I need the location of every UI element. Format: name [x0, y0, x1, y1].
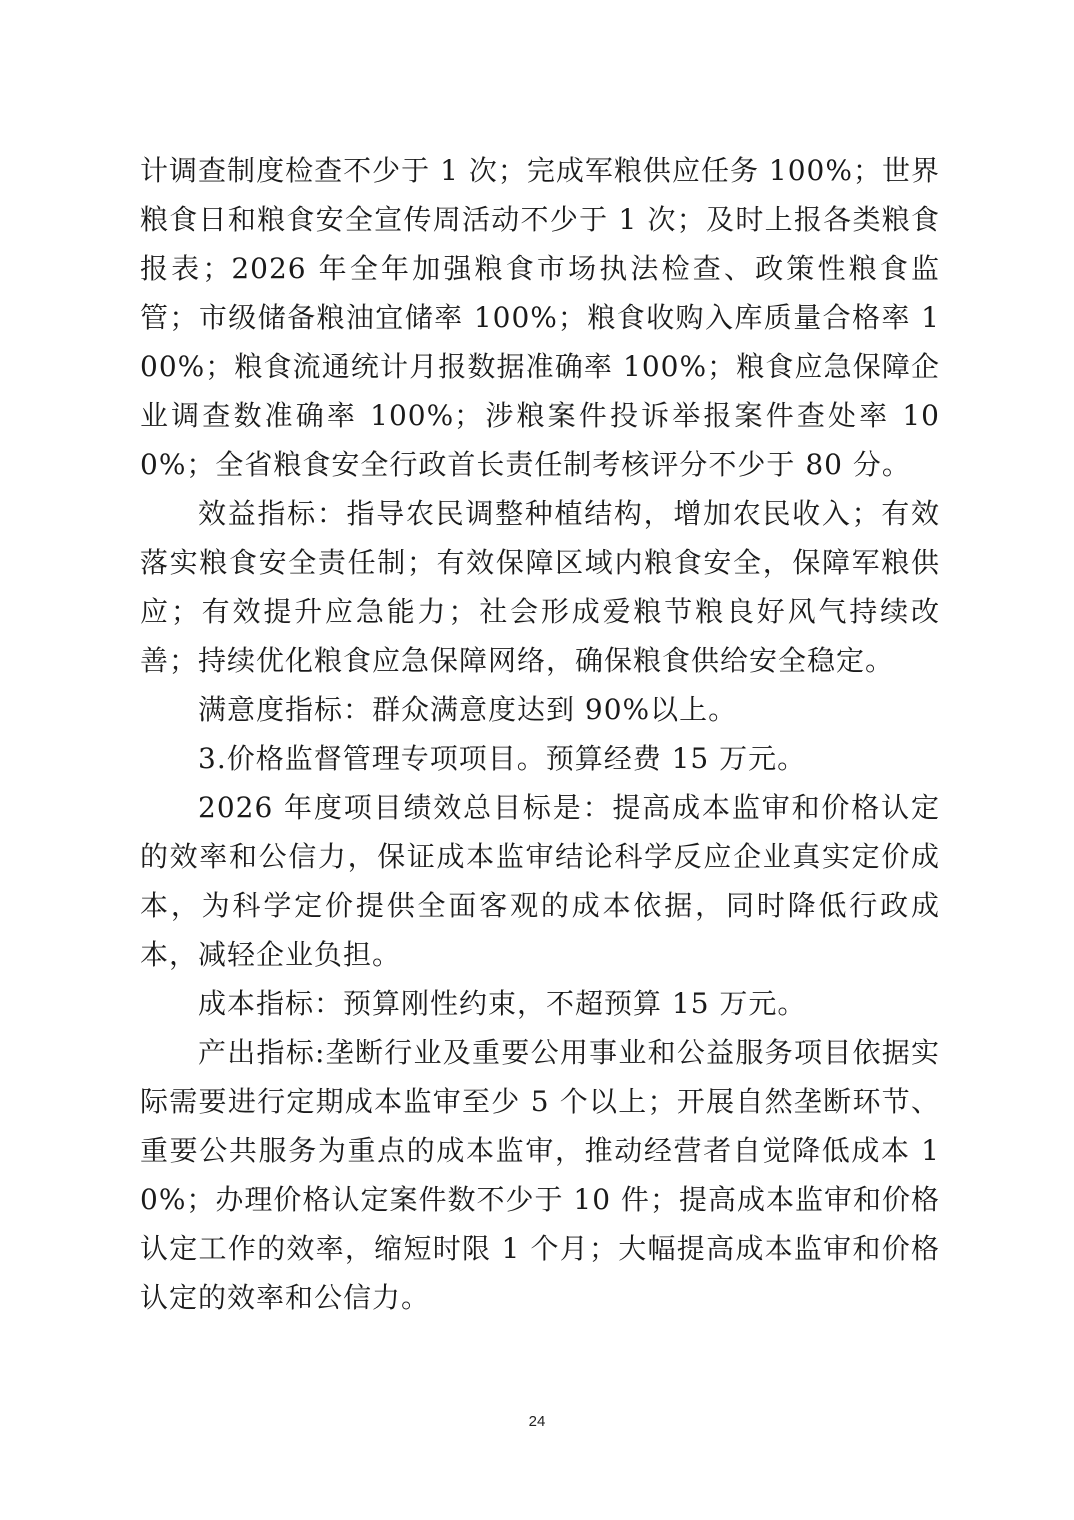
body-text: [140, 146, 940, 1322]
paragraph-section-heading: 3.价格监督管理专项项目。预算经费 15 万元。: [198, 742, 807, 775]
paragraph-continued-indicators: 计调查制度检查不少于 1 次；完成军粮供应任务 100%；世界粮食日和粮食安全宣传周活动不少于 1 次；及时上报各类粮食报表；2026 年全年加强粮食市场执法检查、政策性粮食监管；市级储备粮油宜储率 100%；粮食收购入库质量合格率 100%；粮食流通统计月报数据准确率 100%；粮食应急保障企业调查数准确率 100%；涉粮案件投诉举报案件查处率 100%；全省粮食安全行政首长责任制考核评分不少于 80 分。: [140, 154, 940, 481]
paragraph-benefit-indicators: 效益指标：指导农民调整种植结构，增加农民收入；有效落实粮食安全责任制；有效保障区域内粮食安全，保障军粮供应；有效提升应急能力；社会形成爱粮节粮良好风气持续改善；持续优化粮食应急保障网络，确保粮食供给安全稳定。: [140, 497, 940, 677]
paragraph-overall-goal: 2026 年度项目绩效总目标是：提高成本监审和价格认定的效率和公信力，保证成本监审结论科学反应企业真实定价成本，为科学定价提供全面客观的成本依据，同时降低行政成本，减轻企业负担。: [140, 791, 940, 971]
paragraph-cost-indicators: 成本指标：预算刚性约束，不超预算 15 万元。: [198, 987, 807, 1020]
paragraph-output-indicators: 产出指标:垄断行业及重要公用事业和公益服务项目依据实际需要进行定期成本监审至少 5 个以上；开展自然垄断环节、重要公共服务为重点的成本监审，推动经营者自觉降低成本 10%；办理价格认定案件数不少于 10 件；提高成本监审和价格认定工作的效率，缩短时限 1 个月；大幅提高成本监审和价格认定的效率和公信力。: [140, 1036, 940, 1314]
paragraph-satisfaction-indicators: 满意度指标：群众满意度达到 90%以上。: [198, 693, 738, 726]
page-number: 24: [528, 1413, 546, 1430]
